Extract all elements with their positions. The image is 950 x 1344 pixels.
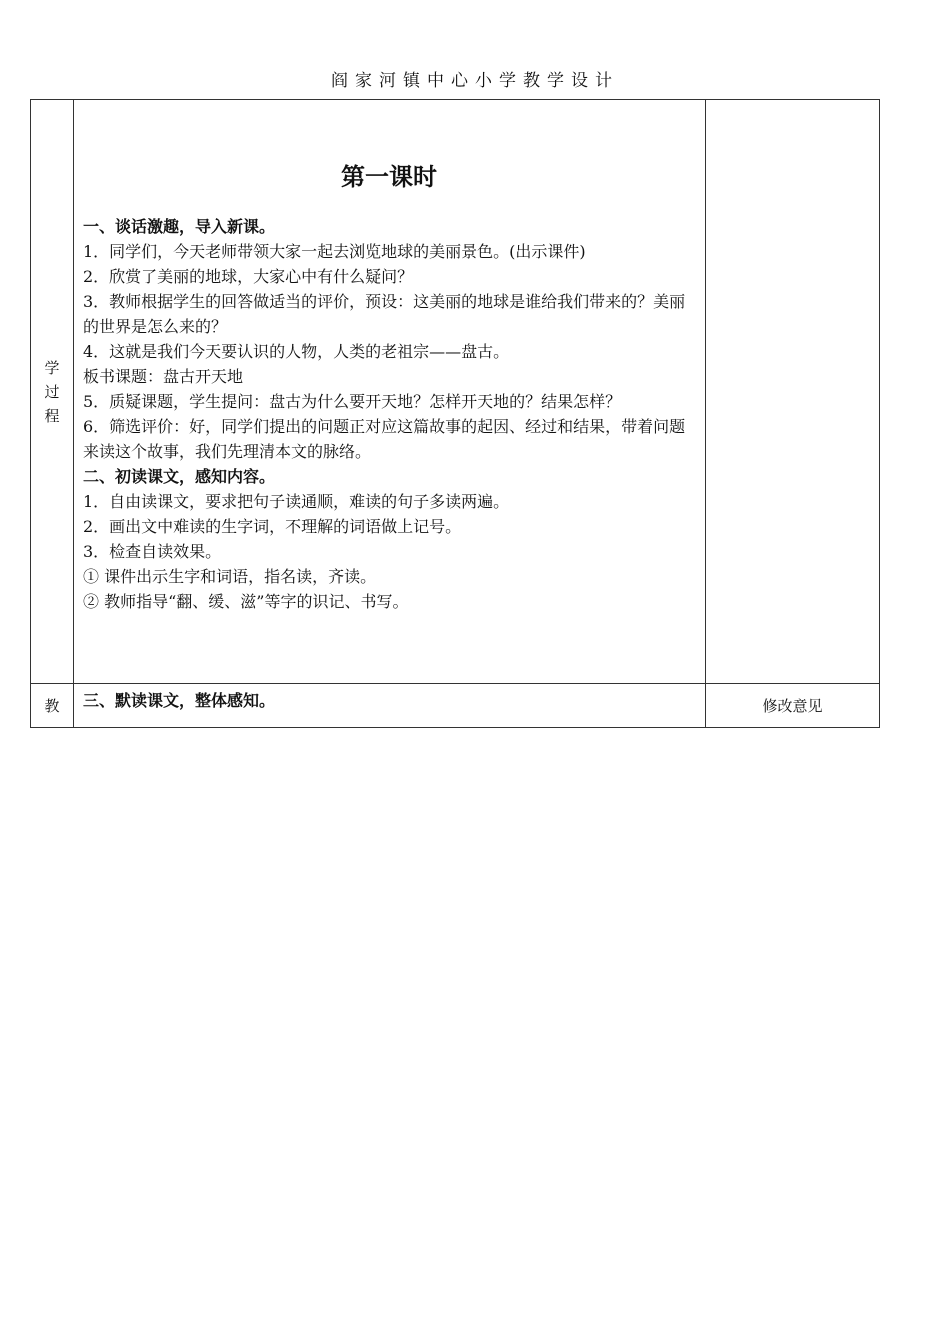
side-label-char: 程 <box>44 406 60 425</box>
side-label-char: 过 <box>44 382 60 401</box>
page-header: 阎家河镇中心小学教学设计 <box>331 71 619 91</box>
lesson-item: ② 教师指导“翻、缓、滋”等字的识记、书写。 <box>83 592 409 611</box>
lesson-plan-table <box>30 99 880 728</box>
lesson-item: 3．教师根据学生的回答做适当的评价，预设：这美丽的地球是谁给我们带来的？美丽的世界是怎么来的？ <box>83 292 686 336</box>
section-heading: 一、谈话激趣，导入新课。 <box>83 217 276 236</box>
lesson-content-cell <box>74 684 706 728</box>
table-row-process <box>31 100 880 684</box>
lesson-item: 2．欣赏了美丽的地球，大家心中有什么疑问？ <box>83 267 414 286</box>
lesson-item: 板书课题：盘古开天地 <box>83 367 244 386</box>
revision-notes-label: 修改意见 <box>706 684 880 728</box>
lesson-item: 6．筛选评价：好，同学们提出的问题正对应这篇故事的起因、经过和结果，带着问题来读这个故事，我们先理清本文的脉络。 <box>83 417 686 461</box>
lesson-content-cell <box>74 100 706 684</box>
section-heading: 二、初读课文，感知内容。 <box>83 467 276 486</box>
lesson-item: 1．同学们，今天老师带领大家一起去浏览地球的美丽景色。(出示课件) <box>83 242 586 261</box>
lesson-item: 3．检查自读效果。 <box>83 542 222 561</box>
section-heading: 三、默读课文，整体感知。 <box>83 691 276 710</box>
side-label-char: 学 <box>44 358 60 377</box>
side-label-cell: 教 <box>31 684 74 728</box>
lesson-item: 4．这就是我们今天要认识的人物，人类的老祖宗——盘古。 <box>83 342 510 361</box>
table-row-teaching <box>31 684 880 728</box>
revision-notes-cell <box>706 100 880 684</box>
lesson-item: ① 课件出示生字和词语，指名读，齐读。 <box>83 567 377 586</box>
lesson-title: 第一课时 <box>341 163 437 191</box>
lesson-item: 1．自由读课文，要求把句子读通顺，难读的句子多读两遍。 <box>83 492 510 511</box>
side-label-cell <box>31 100 74 684</box>
lesson-item: 5．质疑课题，学生提问：盘古为什么要开天地？怎样开天地的？结果怎样？ <box>83 392 622 411</box>
lesson-item: 2．画出文中难读的生字词，不理解的词语做上记号。 <box>83 517 462 536</box>
